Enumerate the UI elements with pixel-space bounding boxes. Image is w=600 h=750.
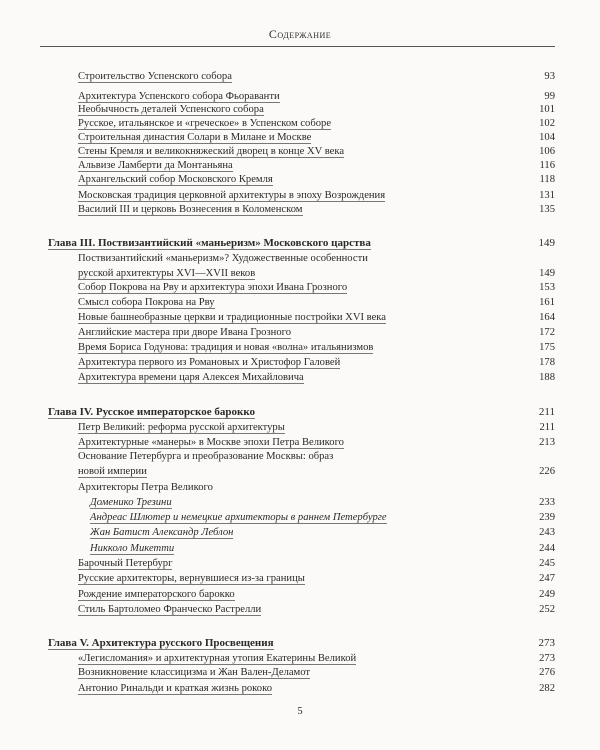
toc-title: новой империи: [78, 466, 147, 477]
toc-title: Архитектура первого из Романовых и Христофор Галовей: [78, 357, 341, 368]
toc-title: Альвизе Ламберти да Монтаньяна: [78, 160, 233, 171]
toc-page-number: 149: [538, 237, 555, 249]
toc-entry[interactable]: [78, 666, 555, 679]
toc-title: Василий III и церковь Вознесения в Коломенском: [78, 204, 303, 215]
toc-page-number: 102: [539, 118, 555, 129]
toc-page-number: 243: [539, 527, 555, 538]
toc-page-number: 213: [539, 437, 555, 448]
toc-title: Глава III. Поствизантийский «маньеризм» Московского царства: [48, 237, 371, 249]
toc-title: Смысл собора Покрова на Рву: [78, 297, 215, 308]
toc-title: Петр Великий: реформа русской архитектуры: [78, 422, 285, 433]
toc-page-number: 226: [539, 466, 555, 477]
toc-chapter-heading[interactable]: [48, 237, 555, 250]
toc-entry[interactable]: [78, 682, 555, 695]
toc-title: Доменико Трезини: [90, 497, 172, 508]
toc-page-number: 188: [539, 372, 555, 383]
toc-entry[interactable]: [78, 326, 555, 339]
toc-title: Поствизантийский «маньеризм»? Художественные особенности: [78, 253, 368, 264]
toc-subentry[interactable]: [90, 526, 555, 539]
toc-entry[interactable]: [78, 572, 555, 585]
toc-title: Основание Петербурга и преобразование Москвы: образ: [78, 451, 334, 462]
toc-title: Русское, итальянское и «греческое» в Успенском соборе: [78, 118, 332, 129]
toc-title: Строительная династия Солари в Милане и Москве: [78, 132, 312, 143]
toc-title: Архитектура Успенского собора Фьораванти: [78, 91, 280, 102]
toc-title: Антонио Ринальди и краткая жизнь рококо: [78, 683, 272, 694]
toc-page-number: 247: [539, 573, 555, 584]
toc-title: Архитектура времени царя Алексея Михайловича: [78, 372, 304, 383]
toc-page-number: 106: [539, 146, 555, 157]
toc-title: Барочный Петербург: [78, 558, 173, 569]
toc-subentry[interactable]: [90, 496, 555, 509]
toc-subentry[interactable]: [90, 542, 555, 555]
toc-entry[interactable]: [78, 421, 555, 434]
toc-page-number: 101: [539, 104, 555, 115]
toc-entry[interactable]: [78, 117, 555, 130]
toc-page-number: 149: [539, 268, 555, 279]
toc-chapter-heading[interactable]: [48, 406, 555, 419]
toc-page-number: 233: [539, 497, 555, 508]
toc-entry[interactable]: [78, 145, 555, 158]
toc-page-number: 276: [539, 667, 555, 678]
toc-entry[interactable]: [78, 203, 555, 216]
toc-entry[interactable]: [78, 481, 555, 494]
toc-page-number: 118: [539, 174, 555, 185]
toc-entry[interactable]: [78, 557, 555, 570]
toc-page-number: 249: [539, 589, 555, 600]
toc-page-number: 239: [539, 512, 555, 523]
toc-title: Время Бориса Годунова: традиция и новая «волна» итальянизмов: [78, 342, 374, 353]
toc-title: Глава IV. Русское императорское барокко: [48, 406, 256, 418]
toc-page-number: 116: [539, 160, 555, 171]
toc-entry[interactable]: [78, 603, 555, 616]
toc-page-number: 161: [539, 297, 555, 308]
toc-page-number: 273: [539, 653, 555, 664]
toc-entry[interactable]: [78, 588, 555, 601]
toc-entry[interactable]: [78, 465, 555, 478]
toc-title: Глава V. Архитектура русского Просвещения: [48, 637, 274, 649]
toc-title: русской архитектуры XVI—XVII веков: [78, 268, 256, 279]
toc-entry[interactable]: [78, 281, 555, 294]
toc-page-number: 282: [539, 683, 555, 694]
toc-page-number: 93: [544, 71, 555, 82]
toc-title: Необычность деталей Успенского собора: [78, 104, 264, 115]
toc-entry[interactable]: [78, 189, 555, 202]
toc-entry[interactable]: [78, 311, 555, 324]
toc-page-number: 99: [544, 91, 555, 102]
toc-page-number: 252: [539, 604, 555, 615]
page-number: 5: [297, 706, 303, 717]
toc-title: Архангельский собор Московского Кремля: [78, 174, 273, 185]
toc-entry[interactable]: [78, 103, 555, 116]
toc-title: Московская традиция церковной архитектуры в эпоху Возрождения: [78, 190, 386, 201]
toc-page-number: 104: [539, 132, 555, 143]
toc-title: Андреас Шлютер и немецкие архитекторы в раннем Петербурге: [90, 512, 387, 523]
toc-entry[interactable]: [78, 70, 555, 83]
toc-entry[interactable]: [78, 296, 555, 309]
toc-page-number: 135: [539, 204, 555, 215]
toc-title: «Легисломания» и архитектурная утопия Екатерины Великой: [78, 653, 357, 664]
toc-entry[interactable]: [78, 371, 555, 384]
toc-subentry[interactable]: [90, 511, 555, 524]
toc-page-number: 172: [539, 327, 555, 338]
toc-entry[interactable]: [78, 131, 555, 144]
toc-page-number: 153: [539, 282, 555, 293]
toc-title: Собор Покрова на Рву и архитектура эпохи Ивана Грозного: [78, 282, 348, 293]
toc-title: Жан Батист Александр Леблон: [90, 527, 234, 538]
toc-title: Возникновение классицизма и Жан Вален-Деламот: [78, 667, 311, 678]
toc-page-number: 245: [539, 558, 555, 569]
toc-page-number: 211: [539, 422, 555, 433]
toc-entry[interactable]: [78, 173, 555, 186]
toc-title: Английские мастера при дворе Ивана Грозного: [78, 327, 291, 338]
toc-title: Новые башнеобразные церкви и традиционные постройки XVI века: [78, 312, 386, 323]
toc-title: Стены Кремля и великокняжеский дворец в конце XV века: [78, 146, 345, 157]
toc-page-number: 178: [539, 357, 555, 368]
toc-title: Стиль Бартоломео Франческо Растрелли: [78, 604, 262, 615]
toc-entry[interactable]: [78, 90, 555, 103]
toc-chapter-heading[interactable]: [48, 637, 555, 650]
toc-page-number: 273: [538, 637, 555, 649]
toc-page-number: 175: [539, 342, 555, 353]
page-header-title: Содержание: [268, 27, 332, 41]
toc-title: Архитектурные «манеры» в Москве эпохи Петра Великого: [78, 437, 344, 448]
toc-title: Русские архитекторы, вернувшиеся из-за границы: [78, 573, 305, 584]
toc-entry[interactable]: [78, 341, 555, 354]
toc-title: Архитекторы Петра Великого: [78, 482, 213, 493]
toc-title: Рождение императорского барокко: [78, 589, 235, 600]
toc-title: Никколо Микетти: [90, 543, 175, 554]
toc-page-number: 244: [539, 543, 555, 554]
toc-entry[interactable]: [78, 267, 555, 280]
toc-page-number: 164: [539, 312, 555, 323]
toc-entry[interactable]: [78, 450, 555, 463]
toc-entry[interactable]: [78, 159, 555, 172]
toc-page-number: 131: [539, 190, 555, 201]
toc-page-number: 211: [538, 406, 555, 418]
toc-title: Строительство Успенского собора: [78, 71, 232, 82]
toc-entry[interactable]: [78, 252, 555, 265]
toc-entry[interactable]: [78, 356, 555, 369]
toc-entry[interactable]: [78, 652, 555, 665]
toc-entry[interactable]: [78, 436, 555, 449]
